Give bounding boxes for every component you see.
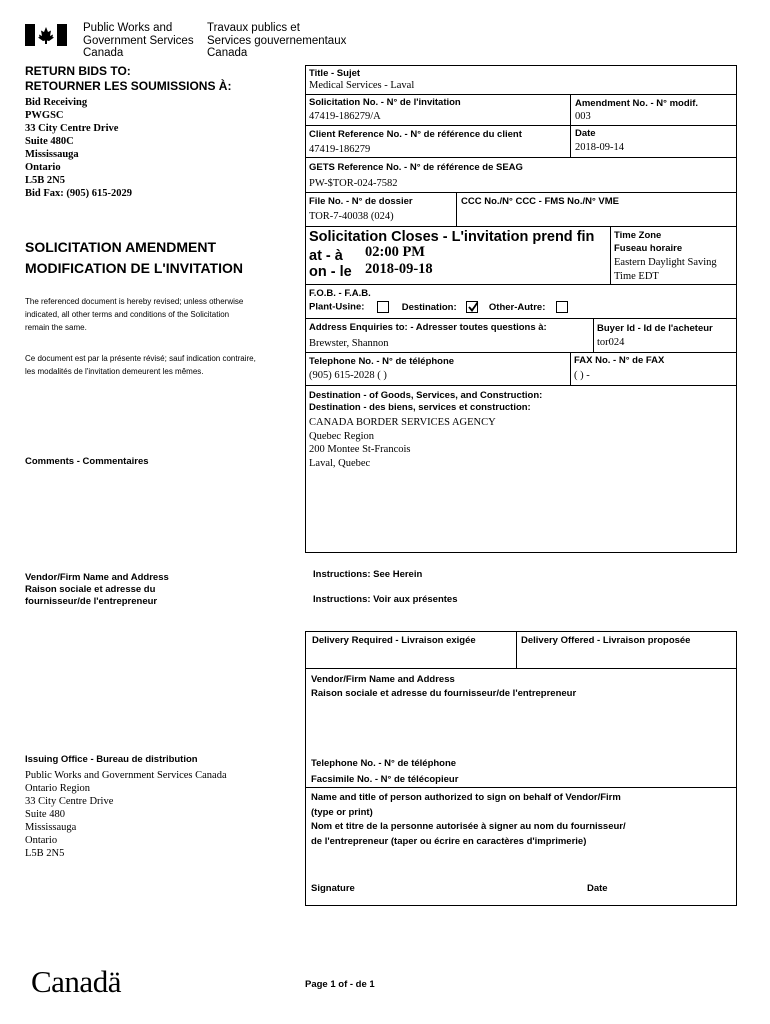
solicitation-no-value: 47419-186279/A xyxy=(309,111,381,122)
gets-ref-label: GETS Reference No. - N° de référence de SEAG xyxy=(309,162,523,173)
telephone-value: (905) 615-2028 ( ) xyxy=(309,370,387,381)
comments-label: Comments - Commentaires xyxy=(25,456,149,467)
dept-name-en: Public Works and Government Services Canada xyxy=(83,22,194,59)
amendment-title: SOLICITATION AMENDMENT MODIFICATION DE L'INVITATION xyxy=(25,239,243,276)
fob-label: F.O.B. - F.A.B. xyxy=(309,288,371,299)
amendment-text-en: The referenced document is hereby revised; unless otherwise indicated, all other terms and conditions of the Solicitation remain the same. xyxy=(25,297,244,332)
file-no-label: File No. - N° de dossier xyxy=(309,196,413,207)
signature-date-label: Date xyxy=(587,883,608,894)
other-checkbox[interactable] xyxy=(556,301,568,313)
fax-label: FAX No. - N° de FAX xyxy=(574,355,665,366)
at-label: at - à xyxy=(309,248,343,264)
title-label: Title - Sujet xyxy=(309,68,361,79)
plant-label: Plant-Usine: xyxy=(309,301,365,313)
amendment-no-value: 003 xyxy=(575,111,591,122)
date-label: Date xyxy=(575,128,596,139)
vendor-name-label: Vendor/Firm Name and Address Raison sociale et adresse du fournisseur/de l'entrepreneur xyxy=(311,674,577,699)
address-enquiries-label: Address Enquiries to: - Adresser toutes questions à: xyxy=(309,322,547,333)
timezone-label: Time Zone Fuseau horaire xyxy=(614,230,683,254)
ccc-no-label: CCC No./N° CCC - FMS No./N° VME xyxy=(461,196,620,207)
buyer-id-value: tor024 xyxy=(597,337,625,348)
instructions-en: Instructions: See Herein xyxy=(313,569,423,580)
telephone-label: Telephone No. - N° de téléphone xyxy=(309,356,455,367)
vendor-fax-label: Facsimile No. - N° de télécopieur xyxy=(311,774,459,785)
instructions-fr: Instructions: Voir aux présentes xyxy=(313,594,458,605)
closing-date-value: 2018-09-18 xyxy=(365,261,433,277)
canada-wordmark: Canadä xyxy=(31,964,121,999)
on-label: on - le xyxy=(309,264,352,280)
canada-flag-icon xyxy=(25,24,67,46)
closing-time-value: 02:00 PM xyxy=(365,244,425,260)
destination-label: Destination: xyxy=(401,301,457,313)
title-value: Medical Services - Laval xyxy=(309,80,415,91)
return-bids-address: Bid Receiving PWGSC 33 City Centre Drive Suite 480C Mississauga Ontario L5B 2N5 Bid Fax: (905) 615-2029 xyxy=(25,97,133,199)
issuing-office-label: Issuing Office - Bureau de distribution xyxy=(25,754,198,765)
gets-ref-value: PW-$TOR-024-7582 xyxy=(309,178,398,189)
destination-address: CANADA BORDER SERVICES AGENCY Quebec Region 200 Montee St-Francois Laval, Quebec xyxy=(309,417,496,469)
other-label: Other-Autre: xyxy=(488,301,546,313)
page-number: Page 1 of - de 1 xyxy=(305,979,375,990)
timezone-value: Eastern Daylight Saving Time EDT xyxy=(614,257,717,282)
buyer-id-label: Buyer Id - Id de l'acheteur xyxy=(597,323,713,334)
client-ref-label: Client Reference No. - N° de référence du client xyxy=(309,129,522,140)
return-bids-title: RETURN BIDS TO: RETOURNER LES SOUMISSIONS À: xyxy=(25,64,232,93)
amendment-no-label: Amendment No. - N° modif. xyxy=(575,98,699,109)
fax-value: ( ) - xyxy=(574,370,590,381)
client-ref-value: 47419-186279 xyxy=(309,144,371,155)
issuing-office-address: Public Works and Government Services Canada Ontario Region 33 City Centre Drive Suite 480 Mississauga Ontario L5B 2N5 xyxy=(25,770,227,859)
authorized-signer-label: Name and title of person authorized to sign on behalf of Vendor/Firm (type or print) Nom et titre de la personne autorisée à signer au nom du fournisseur/ de l'entrepreneur (taper ou écrire en caractères d'imprimerie) xyxy=(311,792,626,847)
destination-checkbox[interactable] xyxy=(466,301,478,313)
address-enquiries-value: Brewster, Shannon xyxy=(309,338,389,349)
fob-options xyxy=(309,301,568,313)
solicitation-no-label: Solicitation No. - N° de l'invitation xyxy=(309,97,461,108)
vendor-left-label: Vendor/Firm Name and Address Raison sociale et adresse du fournisseur/de l'entrepreneur xyxy=(25,572,169,607)
vendor-telephone-label: Telephone No. - N° de téléphone xyxy=(311,758,457,769)
delivery-required-label: Delivery Required - Livraison exigée xyxy=(312,635,476,646)
file-no-value: TOR-7-40038 (024) xyxy=(309,211,394,222)
plant-checkbox[interactable] xyxy=(377,301,389,313)
destination-goods-label: Destination - of Goods, Services, and Construction: Destination - des biens, services et construction: xyxy=(309,390,543,413)
amendment-text-fr: Ce document est par la présente révisé; sauf indication contraire, les modalités de l'invitation demeurent les mêmes. xyxy=(25,354,256,376)
closes-label: Solicitation Closes - L'invitation prend fin xyxy=(309,229,595,245)
delivery-offered-label: Delivery Offered - Livraison proposée xyxy=(521,635,691,646)
date-value: 2018-09-14 xyxy=(575,142,624,153)
checkmark-icon xyxy=(467,301,479,313)
signature-label: Signature xyxy=(311,883,355,894)
dept-name-fr: Travaux publics et Services gouvernementaux Canada xyxy=(207,22,347,59)
